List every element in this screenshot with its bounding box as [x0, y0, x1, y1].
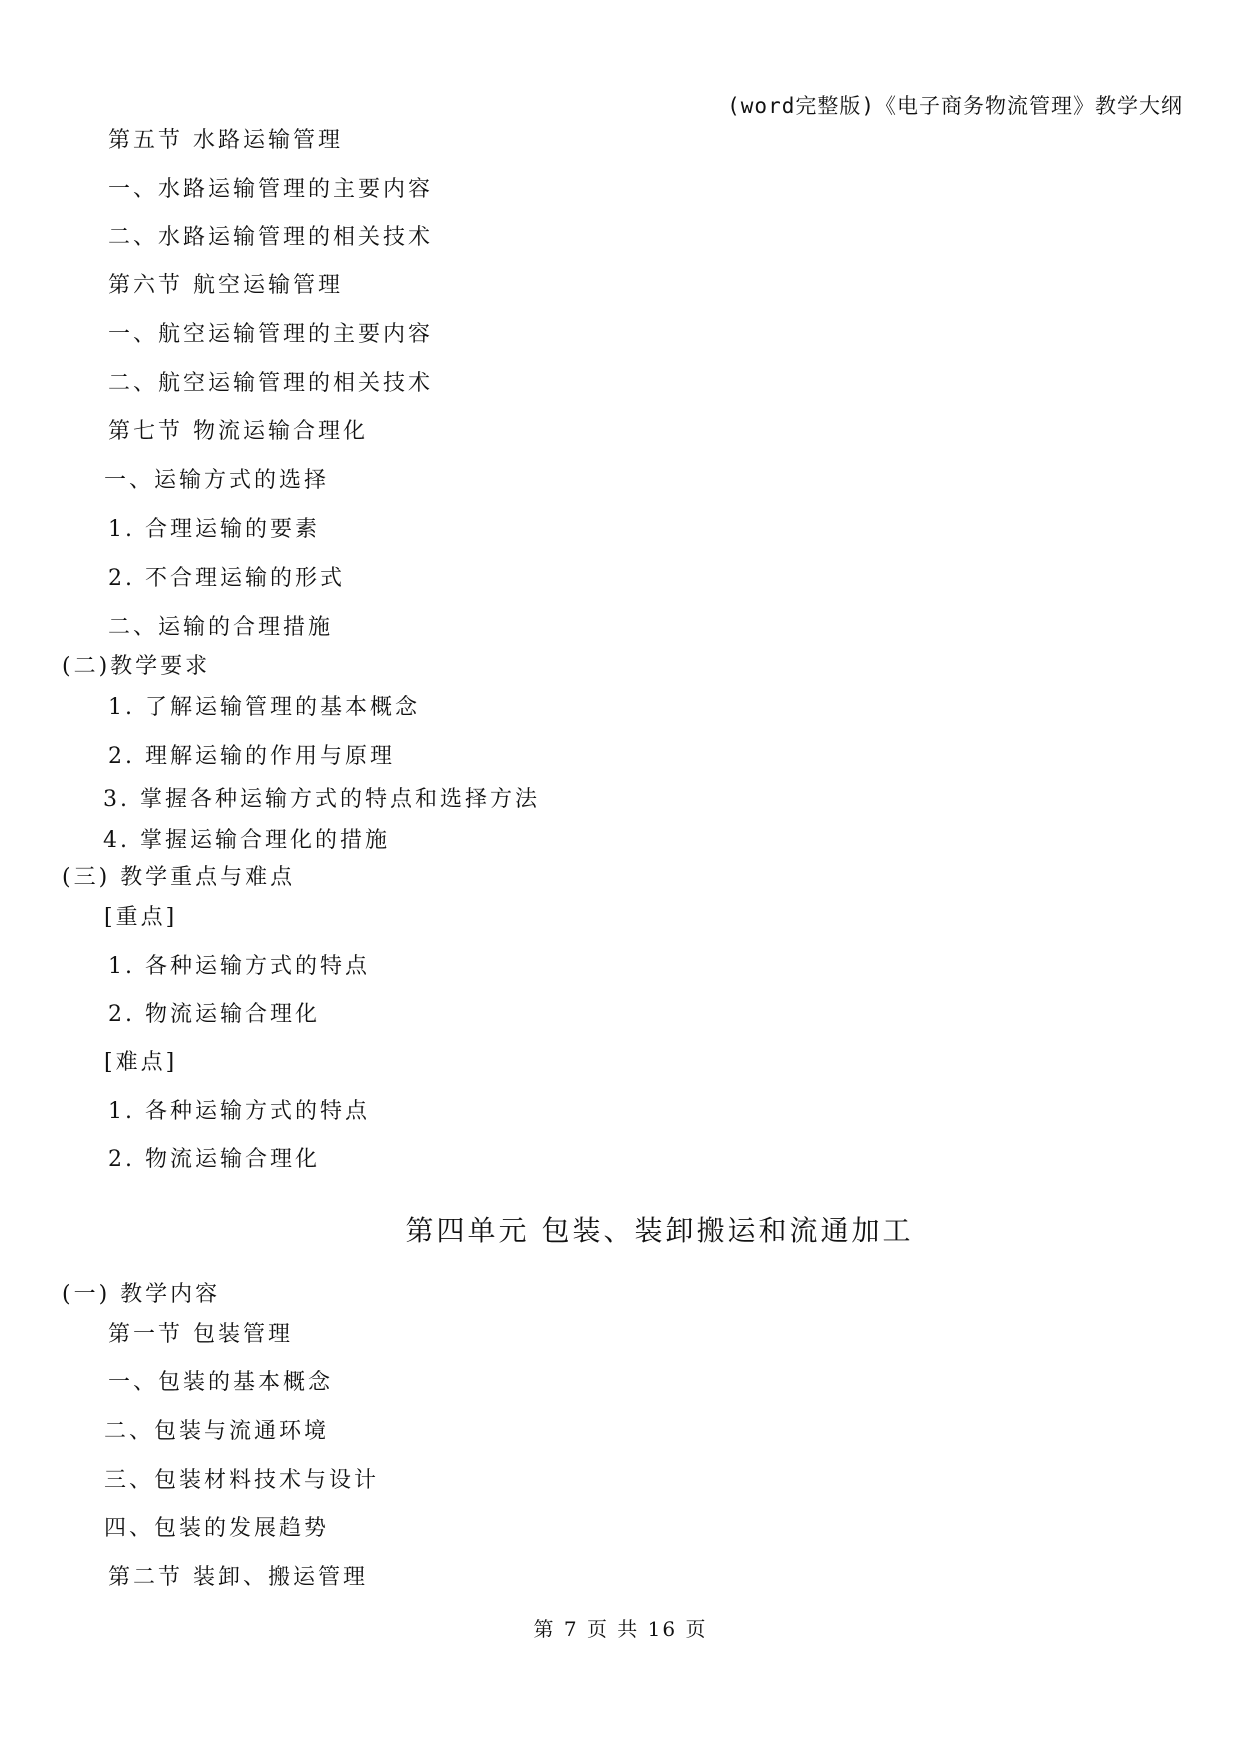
list-item: 二、航空运输管理的相关技术: [108, 371, 434, 396]
page-number-footer: 第 7 页 共 16 页: [533, 1617, 708, 1641]
list-item: 1. 了解运输管理的基本概念: [108, 695, 420, 720]
section-heading-2: 第二节 装卸、搬运管理: [108, 1565, 368, 1590]
list-item: 3. 掌握各种运输方式的特点和选择方法: [103, 787, 540, 812]
list-item: 三、包装材料技术与设计: [104, 1468, 380, 1493]
difficulties-label: [难点]: [104, 1050, 178, 1075]
list-item: 2. 不合理运输的形式: [108, 566, 345, 591]
list-item: 一、航空运输管理的主要内容: [108, 322, 434, 347]
list-item: 1. 合理运输的要素: [108, 517, 320, 542]
list-item: 一、水路运输管理的主要内容: [108, 177, 434, 202]
list-item: 4. 掌握运输合理化的措施: [103, 828, 390, 853]
running-header: (word完整版)《电子商务物流管理》教学大纲: [727, 94, 1183, 118]
list-item: 2. 理解运输的作用与原理: [108, 744, 395, 769]
list-item: 二、水路运输管理的相关技术: [108, 225, 434, 250]
section-heading-7: 第七节 物流运输合理化: [108, 419, 368, 444]
subsection-heading: (一) 教学内容: [62, 1282, 221, 1307]
list-item: 1. 各种运输方式的特点: [108, 1099, 370, 1124]
section-heading-1: 第一节 包装管理: [108, 1322, 293, 1347]
unit-title: 第四单元 包装、装卸搬运和流通加工: [405, 1214, 914, 1247]
section-heading-5: 第五节 水路运输管理: [108, 128, 343, 153]
key-points-label: [重点]: [104, 905, 178, 930]
list-item: 一、包装的基本概念: [108, 1370, 334, 1395]
section-heading-6: 第六节 航空运输管理: [108, 273, 343, 298]
subsection-heading: (二)教学要求: [62, 654, 211, 679]
list-item: 四、包装的发展趋势: [104, 1516, 330, 1541]
list-item: 二、包装与流通环境: [104, 1419, 330, 1444]
list-item: 2. 物流运输合理化: [108, 1002, 320, 1027]
list-item: 2. 物流运输合理化: [108, 1147, 320, 1172]
list-item: 1. 各种运输方式的特点: [108, 954, 370, 979]
list-item: 二、运输的合理措施: [108, 615, 334, 640]
subsection-heading: (三) 教学重点与难点: [62, 865, 296, 890]
list-item: 一、运输方式的选择: [104, 468, 330, 493]
